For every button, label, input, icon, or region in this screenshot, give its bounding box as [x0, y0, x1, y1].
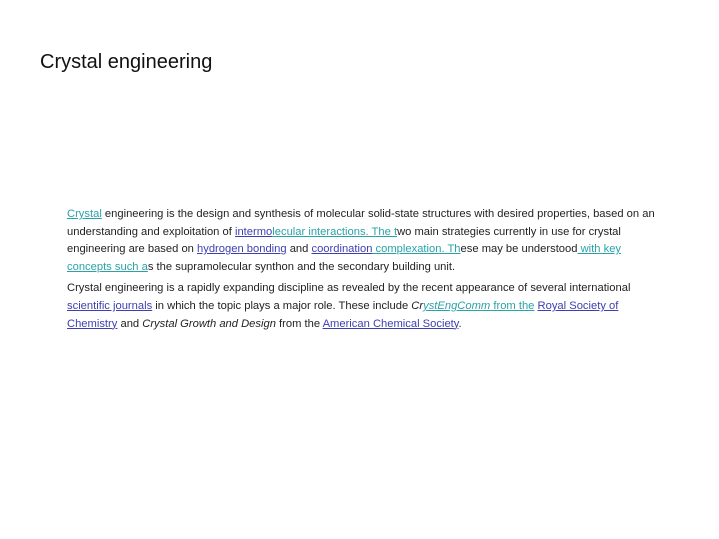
link-intermolecular-interactions[interactable]: lecular interactions. The t [272, 225, 398, 238]
body-text: ese may be understood [460, 243, 578, 256]
link-crystengcomm[interactable]: ystEngComm [423, 299, 491, 312]
link-crystal[interactable]: Crystal [67, 208, 102, 220]
link-scientific-journals[interactable]: scientific journals [67, 299, 153, 312]
body-text: in which the topic plays a major role. These include [152, 299, 412, 312]
journal-name: Crystal Growth and Design [142, 317, 276, 330]
link-key-concepts[interactable]: with key concepts such a [67, 243, 622, 273]
link-coordination[interactable]: coordination [311, 243, 373, 256]
journal-name-prefix: Cr [411, 299, 424, 312]
link-american-chemical-society[interactable]: American Chemical Society [322, 317, 459, 330]
body-text: engineering is the design and synthesis of molecular solid-state structures with desired properties, based on an understanding and exploitation of [67, 208, 655, 238]
paragraph-definition [67, 206, 667, 276]
body-text: s the supramolecular synthon and the secondary building unit. [147, 260, 456, 273]
link-intermolecular[interactable]: intermo [234, 225, 273, 238]
body-text: and [286, 243, 312, 256]
paragraph-journals [67, 280, 667, 333]
body-text: . [458, 317, 462, 330]
slide-title: Crystal engineering [40, 51, 213, 73]
body-text: Crystal engineering is a rapidly expanding discipline as revealed by the recent appearance of several international [67, 282, 631, 295]
link-hydrogen-bonding[interactable]: hydrogen bonding [197, 243, 287, 256]
link-royal-society-of-chemistry[interactable]: Royal Society of Chemistry [67, 299, 619, 330]
link-complexation[interactable]: complexation. Th [372, 243, 461, 256]
body-text: from the [275, 317, 323, 330]
link-from-the[interactable]: from the [490, 299, 535, 312]
slide-body [67, 206, 667, 337]
body-text: and [117, 317, 143, 330]
body-text: wo main strategies currently in use for crystal engineering are based on [67, 225, 621, 256]
